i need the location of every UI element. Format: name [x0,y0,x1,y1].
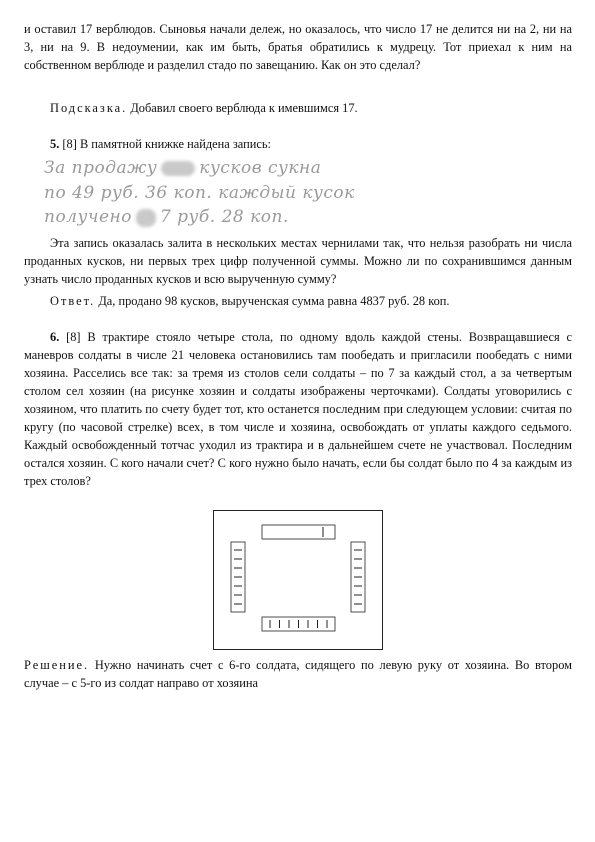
hint-text: Добавил своего верблюда к имевшимся 17. [127,101,358,115]
handwritten-line-2 [44,183,355,203]
table-left [231,542,245,612]
room-outline [214,511,383,650]
table-right [351,542,365,612]
hint-label: Подсказка. [50,101,128,115]
paragraph-camels: и оставил 17 верблюдов. Сыновья начали дележ, но оказалось, что число 17 не делится ни на 2, ни на 3, ни на 9. В недоумении, как им быть, братья обратились к мудрецу. Тот приехал к ним на собственном верблюде и разделил стадо по завещанию. Как он это сделал? [24,22,572,72]
answer-text: Да, продано 98 кусков, вырученская сумма равна 4837 руб. 28 коп. [95,294,450,308]
solution-text: Нужно начинать счет с 6-го солдата, сидящего по левую руку от хозяина. Во втором случае – с 5-го из солдат направо от хозяина [24,658,572,690]
table-bottom [262,617,335,631]
hint [24,99,572,117]
answer [24,292,572,310]
solution-label: Решение. [24,658,90,672]
tavern-diagram [213,510,383,650]
handwritten-line-1 [44,158,321,178]
problem-6-text: [8] В трактире стояло четыре стола, по одному вдоль каждой стены. Возвращавшиеся с маневров солдаты в числе 21 человека остановились там пообедать и пригласили пообедать с ними хозяина. Расселись все так: за тремя из столов сели солдаты – по 7 за каждый стол, а за четвертым столом сел хозяин (на рисунке хозяин и солдаты изображены черточками). Солдаты уговорились с хозяином, что платить по счету будет тот, кто останется последним при следующем условии: считая по кругу (по часовой стрелке) всех, в том числе и хозяина, освобождать от уплаты каждого седьмого. Каждый освобожденный тотчас уходил из трактира и в дальнейшем счете не участвовал. Последним остался хозяин. С кого начали счет? С кого нужно было начать, если бы солдат было по 4 за каждым из трех столов? [24,330,572,488]
problem-5-heading [24,135,572,153]
handwritten-line-3 [44,207,289,227]
table-top [262,525,335,539]
note-line-2: по 49 руб. 36 коп. каждый кусок [44,183,355,203]
problem-5-intro: [8] В памятной книжке найдена запись: [59,137,271,151]
note-line-3a: получено [44,207,132,227]
note-line-1a: За продажу [44,158,158,178]
ink-blot [161,161,195,176]
answer-label: Ответ. [50,294,96,308]
problem-6-number: 6. [50,330,60,344]
solution [24,656,572,692]
problem-5-number: 5. [50,137,60,151]
note-line-1b: кусков сукна [199,158,322,178]
note-line-3b: 7 руб. 28 коп. [159,207,289,227]
ink-blot [136,209,156,227]
problem-6 [24,328,572,490]
problem-5-body: Эта запись оказалась залита в нескольких местах чернилами так, что нельзя разобрать ни числа проданных кусков, ни первых трех цифр полученной суммы. Можно ли по сохранившимся данным узнать число проданных кусков и всю вырученную сумму? [24,236,572,286]
